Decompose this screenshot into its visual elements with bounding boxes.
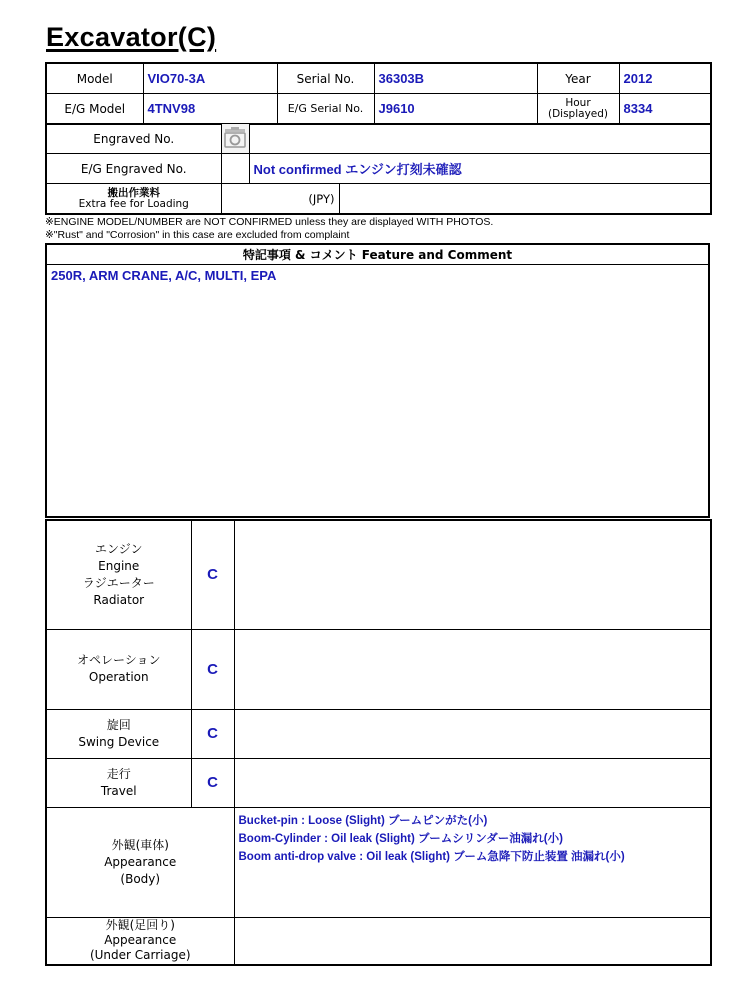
swing-comment (234, 709, 711, 758)
swing-label-en: Swing Device (78, 734, 160, 749)
operation-grade: C (191, 629, 234, 709)
appearance-undercarriage-label-jp: 外観(足回り) (105, 918, 175, 933)
operation-label-en: Operation (88, 670, 149, 684)
camera-icon (224, 126, 246, 152)
feature-comment-table (45, 243, 710, 518)
engine-label-en: Engine (98, 558, 140, 573)
loading-fee-label-en: Extra fee for Loading (78, 197, 189, 210)
engine-comment (234, 520, 711, 629)
appearance-undercarriage-label-en: Appearance (104, 933, 177, 948)
hour-value: 8334 (619, 94, 711, 125)
machine-info-table (45, 62, 712, 125)
disclaimer-notes (45, 216, 493, 242)
comment-line: Boom anti-drop valve : Oil leak (Slight) ブーム急降下防止装置 油漏れ(小) (238, 850, 625, 863)
hour-label (537, 94, 619, 125)
operation-comment (234, 629, 711, 709)
radiator-label-jp: ラジエーター (82, 575, 155, 590)
loading-fee-unit: (JPY) (221, 184, 339, 215)
serial-value: 36303B (374, 63, 537, 94)
model-value: VIO70-3A (143, 63, 277, 94)
engraved-table (45, 123, 712, 215)
eg-engraved-value: Not confirmed エンジン打刻未確認 (249, 154, 711, 184)
hour-label-line2: (Displayed) (547, 107, 609, 120)
model-label: Model (46, 63, 143, 94)
travel-label (46, 758, 191, 807)
camera-cell (221, 124, 249, 154)
appearance-body-label-jp: 外観(車体) (111, 837, 169, 852)
travel-label-en: Travel (100, 783, 137, 798)
comment-line: Bucket-pin : Loose (Slight) ブームピンがた(小) (238, 814, 488, 827)
year-label: Year (537, 63, 619, 94)
appearance-body-label (46, 807, 234, 917)
year-value: 2012 (619, 63, 711, 94)
undercarriage-comment (234, 917, 711, 965)
loading-fee-value (339, 184, 711, 215)
appearance-body-comments (234, 807, 711, 917)
eg-model-label: E/G Model (46, 94, 143, 125)
radiator-label-en: Radiator (93, 592, 145, 607)
travel-grade: C (191, 758, 234, 807)
operation-label (46, 629, 191, 709)
page-title: Excavator(C) (46, 22, 217, 52)
engine-grade: C (191, 520, 234, 629)
condition-table (45, 519, 712, 966)
engine-radiator-label (46, 520, 191, 629)
engraved-label: Engraved No. (46, 124, 221, 154)
comment-line: Boom-Cylinder : Oil leak (Slight) ブームシリンダー油漏れ(小) (238, 832, 563, 845)
travel-comment (234, 758, 711, 807)
eg-serial-label: E/G Serial No. (277, 94, 374, 125)
loading-fee-label-jp: 搬出作業料 (107, 186, 160, 199)
disclaimer-note-rust: ※"Rust" and "Corrosion" in this case are excluded from complaint (45, 229, 350, 241)
swing-label (46, 709, 191, 758)
swing-label-jp: 旋回 (106, 717, 131, 732)
eg-serial-value: J9610 (374, 94, 537, 125)
feature-body: 250R, ARM CRANE, A/C, MULTI, EPA (46, 265, 709, 518)
appearance-body-label-sub: (Body) (120, 871, 161, 886)
appearance-body-label-en: Appearance (104, 854, 177, 869)
eg-model-value: 4TNV98 (143, 94, 277, 125)
appearance-undercarriage-label (46, 917, 234, 965)
appearance-undercarriage-label-sub: (Under Carriage) (89, 948, 191, 963)
feature-header: 特記事項 & コメント Feature and Comment (46, 244, 709, 265)
operation-label-jp: オペレーション (76, 653, 161, 667)
travel-label-jp: 走行 (106, 766, 131, 781)
disclaimer-note-engine: ※ENGINE MODEL/NUMBER are NOT CONFIRMED unless they are displayed WITH PHOTOS. (45, 216, 494, 228)
eg-engraved-photo-cell (221, 154, 249, 184)
serial-label: Serial No. (277, 63, 374, 94)
loading-fee-label (46, 184, 221, 215)
swing-grade: C (191, 709, 234, 758)
eg-engraved-label: E/G Engraved No. (46, 154, 221, 184)
engine-label-jp: エンジン (95, 541, 143, 556)
hour-label-line1: Hour (565, 96, 591, 109)
engraved-value (249, 124, 711, 154)
